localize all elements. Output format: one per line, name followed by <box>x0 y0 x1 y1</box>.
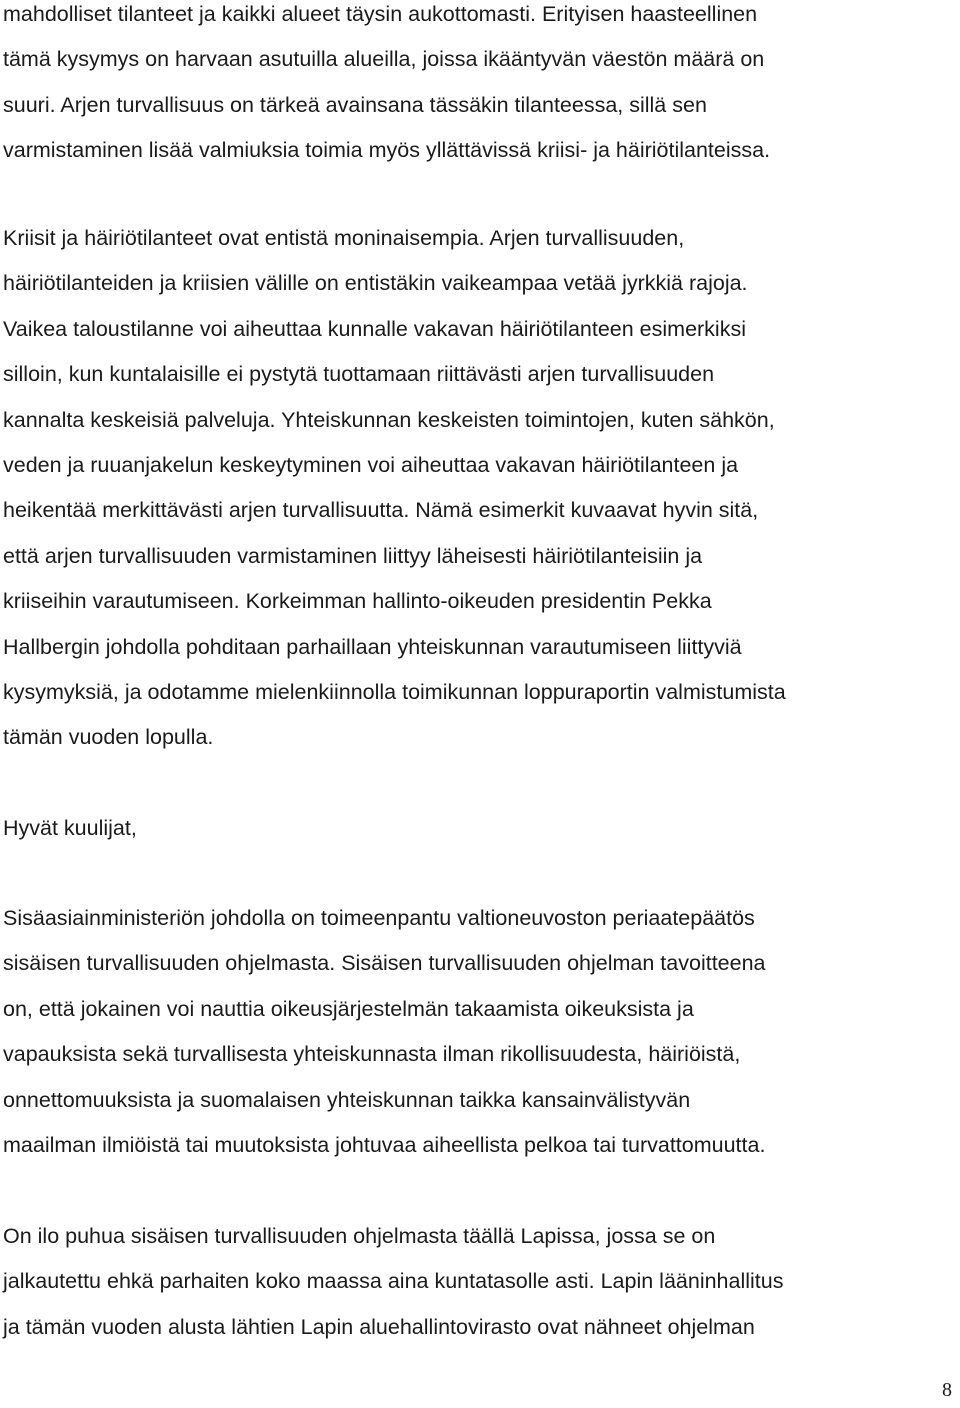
text-line: Sisäasiainministeriön johdolla on toimeenpantu valtioneuvoston periaatepäätös <box>3 906 755 930</box>
text-line: jalkautettu ehkä parhaiten koko maassa aina kuntatasolle asti. Lapin lääninhallitus <box>3 1269 784 1294</box>
paragraph-lappi <box>3 1214 960 1350</box>
text-line: vapauksista sekä turvallisesta yhteiskunnasta ilman rikollisuudesta, häiriöistä, <box>3 1042 741 1067</box>
text-line: ja tämän vuoden alusta lähtien Lapin aluehallintovirasto ovat nähneet ohjelman <box>3 1314 755 1339</box>
text-line: Hyvät kuulijat, <box>3 816 137 840</box>
text-line: heikentää merkittävästi arjen turvallisuutta. Nämä esimerkit kuvaavat hyvin sitä, <box>3 498 759 523</box>
text-line: varmistaminen lisää valmiuksia toimia myös yllättävissä kriisi- ja häiriötilanteissa. <box>3 138 771 163</box>
paragraph-salutation <box>3 806 960 851</box>
text-line: On ilo puhua sisäisen turvallisuuden ohjelmasta täällä Lapissa, jossa se on <box>3 1224 716 1248</box>
page-number: 8 <box>942 1379 952 1401</box>
text-line: maailman ilmiöistä tai muutoksista johtuvaa aiheellista pelkoa tai turvattomuutta. <box>3 1133 766 1158</box>
paragraph-kriisit <box>3 216 960 761</box>
text-line: tämän vuoden lopulla. <box>3 725 214 750</box>
text-line: Hallbergin johdolla pohditaan parhaillaan yhteiskunnan varautumiseen liittyviä <box>3 634 742 659</box>
text-line: Vaikea taloustilanne voi aiheuttaa kunnalle vakavan häiriötilanteen esimerkiksi <box>3 316 746 341</box>
paragraph-arjen-turvallisuus <box>3 0 960 174</box>
text-line: sisäisen turvallisuuden ohjelmasta. Sisäisen turvallisuuden ohjelman tavoitteena <box>3 951 766 976</box>
text-line: mahdolliset tilanteet ja kaikki alueet täysin aukottomasti. Erityisen haasteellinen <box>3 2 758 26</box>
paragraph-sisainen-turvallisuus <box>3 896 960 1168</box>
text-line: silloin, kun kuntalaisille ei pystytä tuottamaan riittävästi arjen turvallisuuden <box>3 362 715 387</box>
text-line: onnettomuuksista ja suomalaisen yhteiskunnan taikka kansainvälistyvän <box>3 1087 691 1112</box>
text-line: häiriötilanteiden ja kriisien välille on entistäkin vaikeampaa vetää jyrkkiä rajoja. <box>3 271 748 296</box>
text-line: kysymyksiä, ja odotamme mielenkiinnolla toimikunnan loppuraportin valmistumista <box>3 680 786 705</box>
text-line: suuri. Arjen turvallisuus on tärkeä avainsana tässäkin tilanteessa, sillä sen <box>3 92 707 117</box>
text-line: Kriisit ja häiriötilanteet ovat entistä moninaisempia. Arjen turvallisuuden, <box>3 226 685 250</box>
text-line: on, että jokainen voi nauttia oikeusjärjestelmän takaamista oikeuksista ja <box>3 996 694 1021</box>
text-line: että arjen turvallisuuden varmistaminen liittyy läheisesti häiriötilanteisiin ja <box>3 543 703 568</box>
text-line: tämä kysymys on harvaan asutuilla alueilla, joissa ikääntyvän väestön määrä on <box>3 47 765 72</box>
text-line: veden ja ruuanjakelun keskeytyminen voi aiheuttaa vakavan häiriötilanteen ja <box>3 453 739 478</box>
text-line: kannalta keskeisiä palveluja. Yhteiskunnan keskeisten toimintojen, kuten sähkön, <box>3 407 775 432</box>
text-line: kriiseihin varautumiseen. Korkeimman hallinto-oikeuden presidentin Pekka <box>3 589 712 614</box>
